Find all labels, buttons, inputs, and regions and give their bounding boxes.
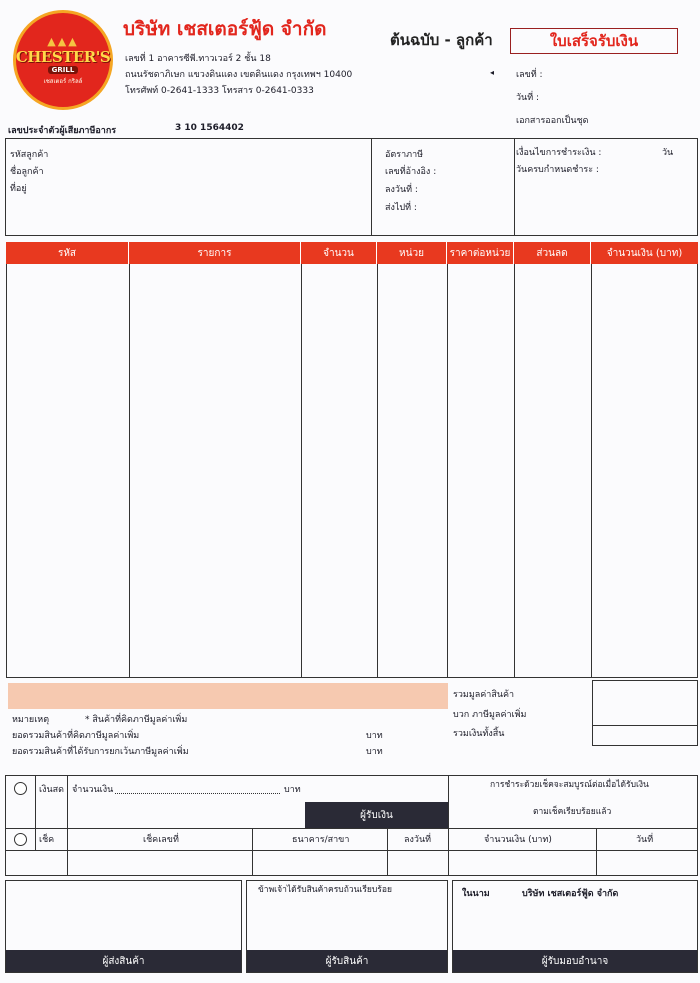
- doc-title-box: [510, 28, 678, 54]
- cash-label: เงินสด: [39, 785, 64, 795]
- remark-note: * สินค้าที่คิดภาษีมูลค่าเพิ่ม: [85, 715, 188, 725]
- received-note: ข้าพเจ้าได้รับสินค้าครบถ้วนเรียบร้อย: [258, 885, 392, 895]
- date-label: วันที่ :: [516, 93, 540, 103]
- vatable-baht: บาท: [366, 731, 383, 741]
- arrow-icon: ◂: [490, 68, 495, 77]
- cheque-no-label: เช็คเลขที่: [143, 835, 179, 845]
- cheque-label: เช็ค: [39, 835, 55, 845]
- logo-sub: GRILL: [48, 66, 79, 74]
- tax-id-label: เลขประจำตัวผู้เสียภาษีอากร: [8, 126, 117, 136]
- payment-terms-label: เงื่อนไขการชำระเงิน :: [516, 148, 602, 158]
- cheque-date-label: ลงวันที่: [404, 835, 432, 845]
- doc-title: ใบเสร็จรับเงิน: [549, 32, 639, 50]
- customer-address-label: ที่อยู่: [10, 184, 27, 194]
- exempt-label: ยอดรวมสินค้าที่ได้รับการยกเว้นภาษีมูลค่าเพิ่ม: [12, 747, 189, 757]
- cash-receiver-label: ผู้รับเงิน: [305, 802, 448, 828]
- cheque-radio[interactable]: [14, 833, 27, 846]
- on-behalf-company: บริษัท เชสเตอร์ฟู้ด จำกัด: [522, 889, 619, 899]
- cheque-note1: การชำระด้วยเช็คจะสมบูรณ์ต่อเมื่อได้รับเงิน: [490, 780, 649, 790]
- days-label: วัน: [662, 148, 674, 158]
- cheque-note2: ตามเช็คเรียบร้อยแล้ว: [533, 807, 612, 817]
- doc-no-label: เลขที่ :: [516, 70, 543, 80]
- amount-baht: บาท: [284, 785, 301, 795]
- goods-receiver-label: ผู้รับสินค้า: [247, 950, 447, 972]
- col-quantity: จำนวน: [301, 242, 377, 264]
- address-line1: เลขที่ 1 อาคารซีพี.ทาวเวอร์ 2 ชั้น 18: [125, 54, 271, 64]
- cash-radio[interactable]: [14, 782, 27, 795]
- delivered-label: ส่งไปที่ :: [385, 203, 417, 213]
- copy-label: ต้นฉบับ - ลูกค้า: [390, 31, 493, 49]
- col-amount: จำนวนเงิน (บาท): [606, 247, 683, 259]
- col-discount: ส่วนลด: [514, 242, 591, 264]
- tax-rate-label: อัตราภาษี: [385, 150, 424, 160]
- due-date-label: วันครบกำหนดชำระ :: [516, 165, 599, 175]
- vat-label: บวก ภาษีมูลค่าเพิ่ม: [453, 710, 527, 720]
- totals-value-box: [592, 680, 698, 746]
- dated-label: ลงวันที่ :: [385, 185, 418, 195]
- customer-code-label: รหัสลูกค้า: [10, 150, 49, 160]
- col-code: รหัส: [6, 242, 129, 264]
- amount-label: จำนวนเงิน: [72, 785, 114, 795]
- logo-brand: CHESTER'S: [15, 47, 111, 66]
- exempt-baht: บาท: [366, 747, 383, 757]
- authorized-label: ผู้รับมอบอำนาจ: [453, 950, 697, 972]
- bank-label: ธนาคาร/สาขา: [292, 835, 350, 845]
- items-body: [6, 264, 698, 678]
- tax-id: 3 10 1564402: [175, 123, 244, 133]
- col-unit-price: ราคาต่อหน่วย: [447, 242, 514, 264]
- chick-icon: ▲▲▲: [47, 34, 79, 48]
- company-logo: [13, 10, 113, 110]
- customer-name-label: ชื่อลูกค้า: [10, 167, 44, 177]
- ref-no-label: เลขที่อ้างอิง :: [385, 167, 437, 177]
- sender-label: ผู้ส่งสินค้า: [6, 950, 241, 972]
- amount-field[interactable]: [115, 793, 280, 794]
- col-unit: หน่วย: [377, 242, 447, 264]
- cheque-amount-label: จำนวนเงิน (บาท): [484, 835, 552, 845]
- on-behalf-label: ในนาม: [462, 889, 490, 899]
- set-note: เอกสารออกเป็นชุด: [516, 116, 589, 126]
- phone-line: โทรศัพท์ 0-2641-1333 โทรสาร 0-2641-0333: [125, 86, 314, 96]
- company-name: บริษัท เชสเตอร์ฟู้ด จำกัด: [123, 18, 327, 40]
- amount-in-words-bar: [8, 683, 448, 709]
- cheque-date2-label: วันที่: [636, 835, 654, 845]
- grand-total-label: รวมเงินทั้งสิ้น: [453, 729, 505, 739]
- logo-thai: เชสเตอร์ กริลล์: [43, 77, 83, 85]
- remark-label: หมายเหตุ: [12, 715, 50, 725]
- col-description: รายการ: [129, 242, 301, 264]
- items-header: [6, 242, 698, 264]
- address-line2: ถนนรัชดาภิเษก แขวงดินแดง เขตดินแดง กรุงเทพฯ 10400: [125, 70, 353, 80]
- subtotal-label: รวมมูลค่าสินค้า: [453, 690, 515, 700]
- vatable-label: ยอดรวมสินค้าที่คิดภาษีมูลค่าเพิ่ม: [12, 731, 140, 741]
